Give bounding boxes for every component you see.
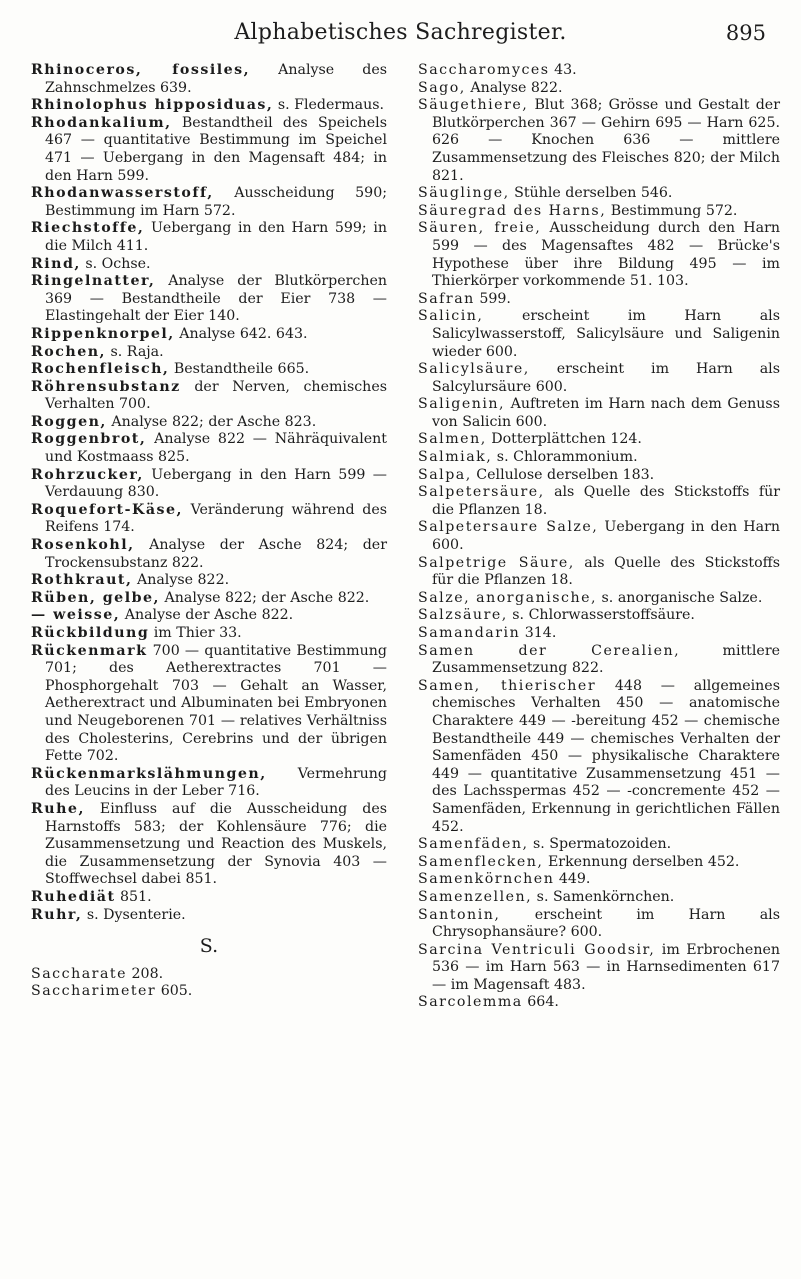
entry-text: Ausscheidung 590; Bestimmung im Harn 572. xyxy=(45,185,387,219)
entry-text: Analyse der Asche 824; der Trockensubstanz 822. xyxy=(45,537,387,571)
index-entry xyxy=(418,308,780,361)
entry-text: Analyse des Zahnschmelzes 639. xyxy=(45,62,387,96)
index-entry xyxy=(418,361,780,396)
index-entry xyxy=(418,449,780,467)
entry-text: Uebergang in den Harn 600. xyxy=(432,519,780,554)
entry-keyword: Ruhr, xyxy=(31,906,83,923)
entry-text: Blut 368; Grösse und Gestalt der Blutkörperchen 367 — Gehirn 695 — Harn 625. 626 — Knochen 636 — mittlere Zusammensetzung des Fleisches 820; der Milch 821. xyxy=(432,97,780,184)
entry-keyword: Roquefort-Käse, xyxy=(31,501,183,518)
entry-keyword: Rüben, gelbe, xyxy=(31,589,160,606)
entry-text: s. Fledermaus. xyxy=(273,97,385,114)
entry-keyword: Santonin, xyxy=(418,906,501,923)
entry-keyword: Saccharate xyxy=(31,965,128,982)
entry-text: 851. xyxy=(115,888,152,905)
index-entry xyxy=(418,185,780,203)
entry-keyword: Ruhediät xyxy=(31,888,116,905)
entry-text: s. Raja. xyxy=(106,343,164,360)
entry-keyword: Salpetersaure Salze, xyxy=(418,519,599,536)
entry-text: 208. xyxy=(127,965,164,982)
entry-keyword: Roggen, xyxy=(31,413,107,430)
entry-text: Auftreten im Harn nach dem Genuss von Salicin 600. xyxy=(432,396,780,430)
index-entry xyxy=(31,467,387,502)
entry-keyword: Salpetrige Säure, xyxy=(418,554,575,571)
index-entry xyxy=(31,431,387,466)
entry-keyword: Rochenfleisch, xyxy=(31,361,170,378)
index-entry xyxy=(418,203,780,221)
index-entry xyxy=(31,326,387,344)
entry-keyword: Samandarin xyxy=(418,625,521,641)
entry-text: erscheint im Harn als Chrysophansäure? 600. xyxy=(432,906,780,941)
entry-keyword: Säuren, freie, xyxy=(418,220,542,237)
index-entry xyxy=(31,379,387,414)
entry-text: Analyse 822. xyxy=(465,79,563,96)
entry-text: 605. xyxy=(156,983,193,1000)
entry-text: s. Ochse. xyxy=(80,255,151,272)
entry-text: Einfluss auf die Ausscheidung des Harnstoffs 583; der Kohlensäure 776; die Zusammensetzung und Reaction des Muskels, die Zusammensetzung der Synovia 403 — Stoffwechsel dabei 851. xyxy=(45,800,387,888)
entry-keyword: Rochen, xyxy=(31,343,106,360)
entry-text: Stühle derselben 546. xyxy=(509,185,673,202)
entry-text: erscheint im Harn als Salicylwasserstoff, Salicylsäure und Saligenin wieder 600. xyxy=(432,308,780,360)
index-entry xyxy=(418,396,780,431)
entry-text: Uebergang in den Harn 599; in die Milch 411. xyxy=(45,220,387,254)
entry-text: 664. xyxy=(522,994,559,1011)
page-number: 895 xyxy=(725,21,766,45)
entry-keyword: Sarcolemma xyxy=(418,994,523,1011)
entry-text: mittlere Zusammensetzung 822. xyxy=(432,642,780,677)
index-entry xyxy=(418,484,780,519)
entry-keyword: Salmiak, xyxy=(418,449,493,466)
entry-keyword: Salicin, xyxy=(418,308,484,325)
entry-keyword: Salpetersäure, xyxy=(418,484,545,501)
running-title: Alphabetisches Sachregister. xyxy=(234,20,567,45)
entry-text: Analyse 822. xyxy=(132,572,230,589)
index-entry xyxy=(418,836,780,854)
entry-text: s. Chlorammonium. xyxy=(492,449,638,466)
entry-text: als Quelle des Stickstoffs für die Pflanzen 18. xyxy=(432,554,780,589)
index-entry xyxy=(418,467,780,485)
entry-text: Uebergang in den Harn 599 — Verdauung 830. xyxy=(45,466,387,501)
entry-text: Ausscheidung durch den Harn 599 — des Magensaftes 482 — Brücke's Hypothese über ihre Bildung 495 — im Thierkörper vorkommende 51. 103. xyxy=(432,220,781,290)
entry-keyword: Rhodanwasserstoff, xyxy=(31,185,214,202)
index-entry xyxy=(31,344,387,362)
entry-keyword: Samenfäden, xyxy=(418,836,529,853)
index-entry xyxy=(418,291,780,309)
entry-text: 448 — allgemeines chemisches Verhalten 450 — anatomische Charaktere 449 — -bereitung 452 — chemische Bestandtheile 449 — chemisches Verhalten der Samenfäden 450 — physikalische Charaktere 449 — quantitative Zusammensetzung 451 — des Lachsspermas 452 — -concremente 452 — Samenfäden, Erkennung in gerichtlichen Fällen 452. xyxy=(432,677,780,835)
entry-text: Dotterplättchen 124. xyxy=(486,431,642,448)
entry-text: der Nerven, chemisches Verhalten 700. xyxy=(45,378,387,413)
entry-text: Cellulose derselben 183. xyxy=(471,466,655,483)
index-entry xyxy=(418,678,780,836)
entry-text: Analyse 822; der Asche 823. xyxy=(106,413,317,430)
entry-keyword: Ruhe, xyxy=(31,800,85,817)
index-entry xyxy=(418,625,780,643)
index-entry xyxy=(31,590,387,608)
entry-text: s. anorganische Salze. xyxy=(597,589,763,606)
entry-text: 449. xyxy=(554,871,591,888)
entry-text: s. Chlorwasserstoffsäure. xyxy=(507,607,695,624)
entry-keyword: Rückenmarkslähmungen, xyxy=(31,765,267,782)
index-entry xyxy=(418,643,780,678)
entry-text: im Thier 33. xyxy=(149,625,242,641)
index-entry xyxy=(418,62,780,80)
entry-keyword: Samen der Cerealien, xyxy=(418,642,681,659)
entry-keyword: Ringelnatter, xyxy=(31,273,156,290)
index-entry xyxy=(31,273,387,326)
entry-text: Bestimmung 572. xyxy=(606,202,738,219)
entry-keyword: Rothkraut, xyxy=(31,572,133,589)
entry-text: 314. xyxy=(520,625,557,641)
index-entry xyxy=(31,115,387,185)
left-entries xyxy=(31,62,387,924)
index-entry xyxy=(31,966,387,984)
entry-text: Erkennung derselben 452. xyxy=(543,853,740,870)
entry-keyword: Säuregrad des Harns, xyxy=(418,202,607,219)
left-entries-s xyxy=(31,966,387,1001)
entry-keyword: Samen, thierischer xyxy=(418,677,597,694)
index-entry xyxy=(418,994,780,1012)
entry-text: Bestandtheile 665. xyxy=(169,361,310,378)
index-entry xyxy=(418,854,780,872)
index-entry xyxy=(31,766,387,801)
entry-text: erscheint im Harn als Salcylursäure 600. xyxy=(432,361,780,395)
index-entry xyxy=(31,572,387,590)
index-entry xyxy=(31,537,387,572)
entry-keyword: Rhinoceros, fossiles, xyxy=(31,62,251,78)
index-entry xyxy=(418,431,780,449)
index-entry xyxy=(31,625,387,643)
index-entry xyxy=(31,220,387,255)
index-entry xyxy=(418,97,780,185)
left-column xyxy=(31,62,387,1001)
entry-keyword: Rosenkohl, xyxy=(31,537,135,554)
entry-text: 599. xyxy=(474,290,511,307)
entry-keyword: — weisse, xyxy=(31,607,121,624)
entry-text: Analyse 642. 643. xyxy=(174,325,308,342)
right-column xyxy=(418,62,780,1012)
entry-keyword: Saccharimeter xyxy=(31,983,157,1000)
entry-keyword: Röhrensubstanz xyxy=(31,378,181,395)
index-entry xyxy=(31,414,387,432)
index-entry xyxy=(418,220,780,290)
entry-keyword: Säugethiere, xyxy=(418,97,529,114)
index-entry xyxy=(418,907,780,942)
index-entry xyxy=(31,889,387,907)
entry-keyword: Rhodankalium, xyxy=(31,114,172,131)
entry-keyword: Sago, xyxy=(418,79,466,96)
index-entry xyxy=(418,942,780,995)
index-entry xyxy=(31,502,387,537)
entry-text: Vermehrung des Leucins in der Leber 716. xyxy=(45,765,387,800)
entry-keyword: Rind, xyxy=(31,255,81,272)
index-entry xyxy=(418,555,780,590)
entry-keyword: Rückbildung xyxy=(31,625,150,641)
entry-keyword: Sarcina Ventriculi Goodsir, xyxy=(418,941,656,958)
entry-keyword: Saligenin, xyxy=(418,396,506,413)
entry-text: als Quelle des Stickstoffs für die Pflanzen 18. xyxy=(432,484,780,518)
index-entry xyxy=(418,519,780,554)
section-heading-s: S. xyxy=(199,935,219,958)
entry-keyword: Riechstoffe, xyxy=(31,220,145,237)
index-entry xyxy=(31,907,387,925)
entry-keyword: Samenzellen, xyxy=(418,888,533,905)
entry-text: s. Spermatozoiden. xyxy=(528,836,672,853)
entry-text: s. Dysenterie. xyxy=(82,906,186,923)
entry-text: Analyse 822 — Nähräquivalent und Kostmaass 825. xyxy=(45,431,387,466)
entry-keyword: Rippenknorpel, xyxy=(31,325,175,342)
entry-keyword: Salze, anorganische, xyxy=(418,589,598,606)
entry-text: im Erbrochenen 536 — im Harn 563 — in Harnsedimenten 617 — im Magensaft 483. xyxy=(432,941,780,993)
right-entries xyxy=(418,62,780,1012)
index-entry xyxy=(418,607,780,625)
entry-keyword: Rückenmark xyxy=(31,642,148,659)
entry-text: 43. xyxy=(549,62,577,78)
index-entry xyxy=(418,871,780,889)
entry-text: Bestandtheil des Speichels 467 — quantitative Bestimmung im Speichel 471 — Uebergang in den Magensaft 484; in den Harn 599. xyxy=(45,114,387,184)
index-entry xyxy=(31,97,387,115)
index-entry xyxy=(31,607,387,625)
entry-keyword: Samenkörnchen xyxy=(418,871,555,888)
entry-keyword: Rohrzucker, xyxy=(31,466,144,483)
entry-keyword: Rhinolophus hipposiduas, xyxy=(31,97,274,114)
index-entry xyxy=(31,256,387,274)
index-entry xyxy=(31,185,387,220)
entry-text: 700 — quantitative Bestimmung 701; des Aetherextractes 701 — Phosphorgehalt 703 — Gehalt an Wasser, Aetherextract und Albuminaten bei Embryonen und Neugeborenen 701 — relatives Verhältniss des Cholesterins, Cerebrins und der übrigen Fette 702. xyxy=(45,642,387,765)
entry-keyword: Saccharomyces xyxy=(418,62,550,78)
index-entry xyxy=(31,643,387,766)
entry-keyword: Samenflecken, xyxy=(418,853,544,870)
entry-keyword: Salmen, xyxy=(418,431,487,448)
entry-keyword: Salicylsäure, xyxy=(418,361,530,378)
entry-text: s. Samenkörnchen. xyxy=(532,888,675,905)
entry-keyword: Roggenbrot, xyxy=(31,431,147,448)
index-entry xyxy=(418,889,780,907)
entry-keyword: Salpa, xyxy=(418,466,472,483)
entry-keyword: Salzsäure, xyxy=(418,607,508,624)
index-entry xyxy=(418,80,780,98)
index-entry xyxy=(418,590,780,608)
page-header xyxy=(0,20,801,54)
entry-text: Analyse der Asche 822. xyxy=(120,607,294,624)
index-entry xyxy=(31,361,387,379)
entry-text: Analyse der Blutkörperchen 369 — Bestandtheile der Eier 738 — Elastingehalt der Eier 140. xyxy=(45,273,387,325)
index-entry xyxy=(31,62,387,97)
index-entry xyxy=(31,801,387,889)
entry-keyword: Säuglinge, xyxy=(418,185,510,202)
entry-text: Veränderung während des Reifens 174. xyxy=(45,501,387,536)
entry-keyword: Safran xyxy=(418,290,475,307)
entry-text: Analyse 822; der Asche 822. xyxy=(159,589,370,606)
index-entry xyxy=(31,983,387,1001)
